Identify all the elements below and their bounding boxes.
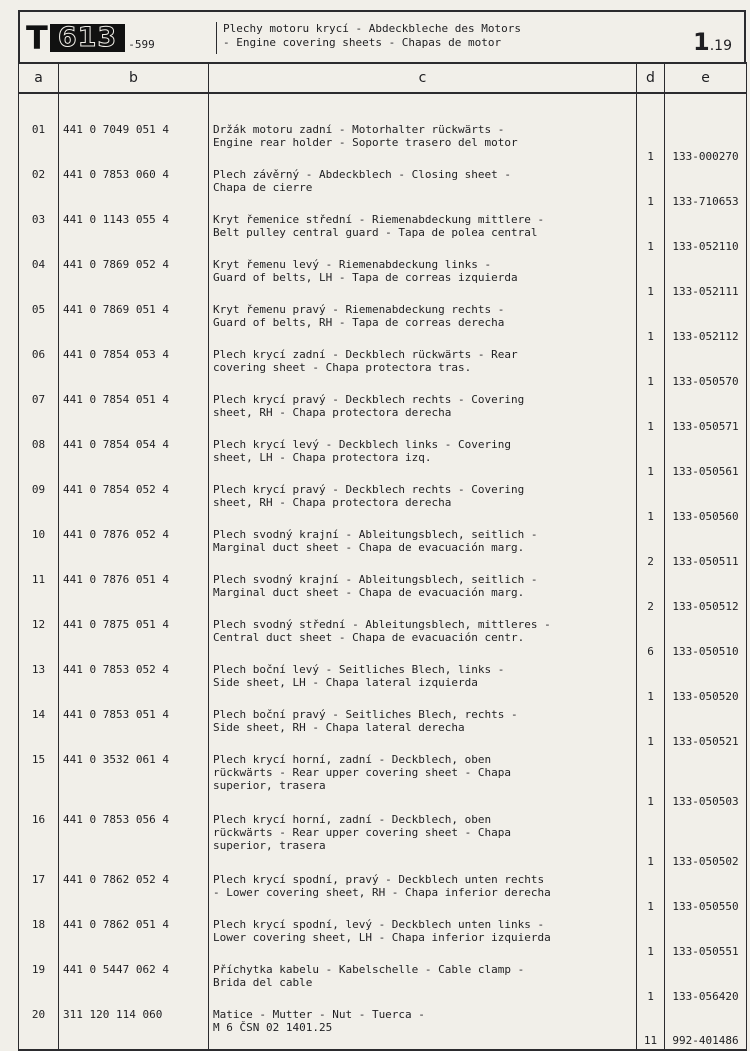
catalog-code-cell: 133-050570 (665, 345, 747, 390)
quantity-cell: 1 (637, 660, 665, 705)
description-cell: Plech krycí spodní, pravý - Deckblech unten rechts - Lower covering sheet, RH - Chapa inferior derecha (209, 870, 637, 915)
part-number-cell: 441 0 7854 053 4 (59, 345, 209, 390)
page-number-main: 1 (693, 28, 710, 56)
catalog-code-cell: 992-401486 (665, 1005, 747, 1050)
part-number-cell: 441 0 7853 052 4 (59, 660, 209, 705)
part-number-cell: 441 0 5447 062 4 (59, 960, 209, 1005)
table-row (19, 660, 747, 705)
quantity-cell: 1 (637, 255, 665, 300)
catalog-code-cell: 133-052112 (665, 300, 747, 345)
table-spacer (19, 93, 747, 120)
position-cell: 12 (19, 615, 59, 660)
quantity-cell: 11 (637, 1005, 665, 1050)
column-header-c: c (209, 63, 637, 93)
position-cell: 19 (19, 960, 59, 1005)
quantity-cell: 1 (637, 210, 665, 255)
quantity-cell: 1 (637, 750, 665, 810)
quantity-cell: 1 (637, 705, 665, 750)
catalog-code-cell: 133-052111 (665, 255, 747, 300)
catalog-code-cell: 133-056420 (665, 960, 747, 1005)
page-header (18, 10, 746, 62)
quantity-cell: 2 (637, 525, 665, 570)
description-cell: Plech svodný krajní - Ableitungsblech, seitlich - Marginal duct sheet - Chapa de evacuación marg. (209, 570, 637, 615)
catalog-code-cell: 133-050511 (665, 525, 747, 570)
catalog-code-cell: 133-052110 (665, 210, 747, 255)
part-number-cell: 441 0 7869 052 4 (59, 255, 209, 300)
part-number-cell: 441 0 7854 052 4 (59, 480, 209, 525)
parts-table (18, 62, 747, 1051)
part-number-cell: 441 0 7876 051 4 (59, 570, 209, 615)
page-number (693, 28, 732, 56)
description-cell: Kryt řemenice střední - Riemenabdeckung mittlere - Belt pulley central guard - Tapa de polea central (209, 210, 637, 255)
part-number-cell: 441 0 7853 060 4 (59, 165, 209, 210)
table-row (19, 615, 747, 660)
part-number-cell: 311 120 114 060 (59, 1005, 209, 1050)
position-cell: 20 (19, 1005, 59, 1050)
catalog-code-cell: 133-050561 (665, 435, 747, 480)
title-line-1: Plechy motoru krycí - Abdeckbleche des Motors (223, 22, 522, 35)
table-row (19, 480, 747, 525)
description-cell: Plech boční levý - Seitliches Blech, links - Side sheet, LH - Chapa lateral izquierda (209, 660, 637, 705)
description-cell: Plech svodný střední - Ableitungsblech, mittleres - Central duct sheet - Chapa de evacuación centr. (209, 615, 637, 660)
part-number-cell: 441 0 7876 052 4 (59, 525, 209, 570)
catalog-code-cell: 133-050512 (665, 570, 747, 615)
catalog-code-cell: 133-050503 (665, 750, 747, 810)
position-cell: 07 (19, 390, 59, 435)
catalog-code-cell: 133-050521 (665, 705, 747, 750)
quantity-cell: 1 (637, 390, 665, 435)
description-cell: Plech závěrný - Abdeckblech - Closing sheet - Chapa de cierre (209, 165, 637, 210)
logo-model: 613 (50, 24, 125, 52)
page-title (216, 22, 521, 54)
catalog-code-cell: 133-050510 (665, 615, 747, 660)
page-number-sub: .19 (709, 38, 732, 54)
quantity-cell: 1 (637, 120, 665, 165)
description-cell: Plech krycí pravý - Deckblech rechts - Covering sheet, RH - Chapa protectora derecha (209, 480, 637, 525)
quantity-cell: 1 (637, 300, 665, 345)
table-row (19, 870, 747, 915)
position-cell: 16 (19, 810, 59, 870)
position-cell: 13 (19, 660, 59, 705)
table-row (19, 165, 747, 210)
part-number-cell: 441 0 7853 056 4 (59, 810, 209, 870)
quantity-cell: 1 (637, 345, 665, 390)
position-cell: 10 (19, 525, 59, 570)
description-cell: Kryt řemenu levý - Riemenabdeckung links - Guard of belts, LH - Tapa de correas izquierda (209, 255, 637, 300)
quantity-cell: 1 (637, 810, 665, 870)
table-row (19, 525, 747, 570)
quantity-cell: 1 (637, 915, 665, 960)
catalog-code-cell: 133-710653 (665, 165, 747, 210)
catalog-code-cell: 133-050502 (665, 810, 747, 870)
description-cell: Plech krycí horní, zadní - Deckblech, oben rückwärts - Rear upper covering sheet - Chapa superior, trasera (209, 750, 637, 810)
title-line-2: - Engine covering sheets - Chapas de motor (223, 36, 502, 49)
quantity-cell: 6 (637, 615, 665, 660)
position-cell: 03 (19, 210, 59, 255)
table-row (19, 915, 747, 960)
table-row (19, 705, 747, 750)
table-row (19, 570, 747, 615)
logo-suffix: -599 (128, 38, 155, 51)
description-cell: Plech krycí horní, zadní - Deckblech, oben rückwärts - Rear upper covering sheet - Chapa superior, trasera (209, 810, 637, 870)
position-cell: 09 (19, 480, 59, 525)
part-number-cell: 441 0 7869 051 4 (59, 300, 209, 345)
part-number-cell: 441 0 7854 051 4 (59, 390, 209, 435)
description-cell: Matice - Mutter - Nut - Tuerca - M 6 ČSN 02 1401.25 (209, 1005, 637, 1050)
position-cell: 04 (19, 255, 59, 300)
table-row (19, 120, 747, 165)
description-cell: Příchytka kabelu - Kabelschelle - Cable clamp - Brida del cable (209, 960, 637, 1005)
position-cell: 15 (19, 750, 59, 810)
description-cell: Plech boční pravý - Seitliches Blech, rechts - Side sheet, RH - Chapa lateral derecha (209, 705, 637, 750)
quantity-cell: 2 (637, 570, 665, 615)
column-header-a: a (19, 63, 59, 93)
column-header-d: d (637, 63, 665, 93)
part-number-cell: 441 0 7853 051 4 (59, 705, 209, 750)
catalog-code-cell: 133-050550 (665, 870, 747, 915)
column-header-e: e (665, 63, 747, 93)
header-row (19, 63, 747, 93)
part-number-cell: 441 0 7049 051 4 (59, 120, 209, 165)
catalog-code-cell: 133-000270 (665, 120, 747, 165)
quantity-cell: 1 (637, 480, 665, 525)
table-row (19, 810, 747, 870)
part-number-cell: 441 0 7854 054 4 (59, 435, 209, 480)
table-row (19, 300, 747, 345)
part-number-cell: 441 0 3532 061 4 (59, 750, 209, 810)
description-cell: Kryt řemenu pravý - Riemenabdeckung rechts - Guard of belts, RH - Tapa de correas derecha (209, 300, 637, 345)
position-cell: 11 (19, 570, 59, 615)
table-row (19, 390, 747, 435)
table-row (19, 255, 747, 300)
quantity-cell: 1 (637, 870, 665, 915)
catalog-code-cell: 133-050551 (665, 915, 747, 960)
catalog-code-cell: 133-050520 (665, 660, 747, 705)
table-row (19, 750, 747, 810)
position-cell: 14 (19, 705, 59, 750)
table-row (19, 435, 747, 480)
position-cell: 06 (19, 345, 59, 390)
position-cell: 02 (19, 165, 59, 210)
logo-letter: T (26, 19, 47, 57)
position-cell: 05 (19, 300, 59, 345)
description-cell: Plech svodný krajní - Ableitungsblech, seitlich - Marginal duct sheet - Chapa de evacuación marg. (209, 525, 637, 570)
table-row (19, 960, 747, 1005)
part-number-cell: 441 0 7875 051 4 (59, 615, 209, 660)
quantity-cell: 1 (637, 960, 665, 1005)
description-cell: Držák motoru zadní - Motorhalter rückwärts - Engine rear holder - Soporte trasero del motor (209, 120, 637, 165)
description-cell: Plech krycí zadní - Deckblech rückwärts - Rear covering sheet - Chapa protectora tras. (209, 345, 637, 390)
column-header-b: b (59, 63, 209, 93)
description-cell: Plech krycí pravý - Deckblech rechts - Covering sheet, RH - Chapa protectora derecha (209, 390, 637, 435)
position-cell: 08 (19, 435, 59, 480)
catalog-code-cell: 133-050571 (665, 390, 747, 435)
part-number-cell: 441 0 7862 051 4 (59, 915, 209, 960)
position-cell: 18 (19, 915, 59, 960)
position-cell: 17 (19, 870, 59, 915)
catalog-code-cell: 133-050560 (665, 480, 747, 525)
description-cell: Plech krycí levý - Deckblech links - Covering sheet, LH - Chapa protectora izq. (209, 435, 637, 480)
table-row (19, 210, 747, 255)
part-number-cell: 441 0 1143 055 4 (59, 210, 209, 255)
tatra-logo (26, 19, 155, 57)
table-row (19, 345, 747, 390)
position-cell: 01 (19, 120, 59, 165)
quantity-cell: 1 (637, 165, 665, 210)
part-number-cell: 441 0 7862 052 4 (59, 870, 209, 915)
quantity-cell: 1 (637, 435, 665, 480)
description-cell: Plech krycí spodní, levý - Deckblech unten links - Lower covering sheet, LH - Chapa inferior izquierda (209, 915, 637, 960)
